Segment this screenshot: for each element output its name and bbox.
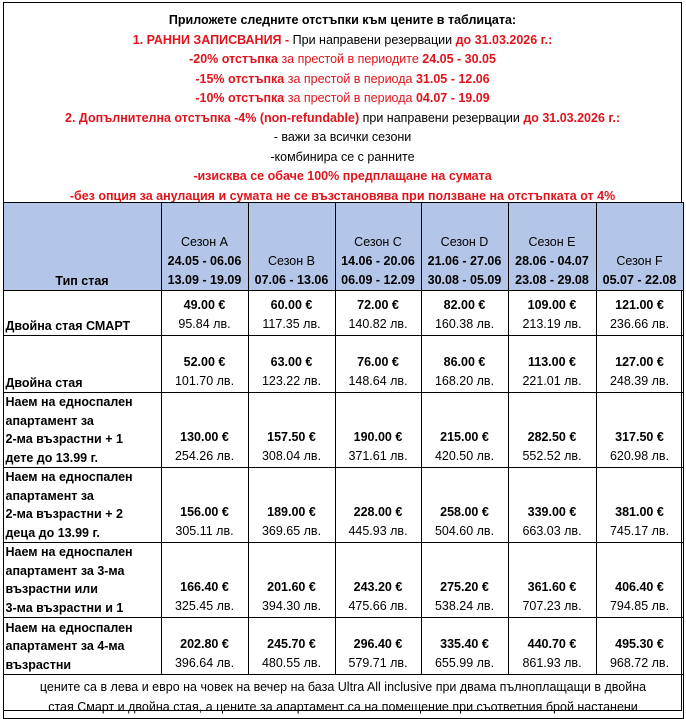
room-type-cell: Наем на едноспален апартамент за 4-ма възрастни bbox=[3, 618, 161, 675]
season-header: Сезон E 28.06 - 04.07 23.08 - 29.08 bbox=[508, 203, 596, 291]
price-eur: 60.00 € bbox=[270, 298, 313, 312]
price-eur: 201.60 € bbox=[267, 580, 316, 594]
price-eur: 63.00 € bbox=[270, 355, 313, 369]
extra-discount-deadline: до 31.03.2026 г.: bbox=[523, 110, 620, 125]
condition-line: - важи за всички сезони bbox=[273, 130, 412, 144]
footer-note: цените са в лева и евро на човек на вечер на база Ultra All inclusive при двама пълноплащащи в двойна стая Смарт и двойна стая, а цените за апартамент са на помещение при съответния брой настанени bbox=[3, 675, 683, 719]
price-bgn: 148.64 лв. bbox=[348, 374, 408, 388]
price-cell bbox=[508, 618, 596, 675]
price-bgn: 745.17 лв. bbox=[609, 524, 670, 538]
price-bgn: 579.71 лв. bbox=[348, 656, 408, 670]
price-eur: 82.00 € bbox=[443, 298, 486, 312]
price-eur: 190.00 € bbox=[353, 430, 403, 444]
price-bgn: 371.61 лв. bbox=[348, 449, 408, 463]
price-eur: 228.00 € bbox=[353, 505, 403, 519]
price-eur: 113.00 € bbox=[528, 355, 576, 369]
price-cell bbox=[161, 618, 248, 675]
price-cell bbox=[248, 618, 335, 675]
price-eur: 339.00 € bbox=[527, 505, 577, 519]
price-eur: 282.50 € bbox=[527, 430, 577, 444]
table-row bbox=[3, 291, 683, 336]
price-bgn: 420.50 лв. bbox=[434, 449, 495, 463]
price-bgn: 140.82 лв. bbox=[348, 317, 408, 331]
extra-discount-line: 2. Допълнителна отстъпка -4% (non-refundable) при направени резервации до 31.03.2026 г.: bbox=[65, 110, 620, 125]
price-cell bbox=[421, 336, 508, 393]
price-cell bbox=[508, 291, 596, 336]
header-row bbox=[3, 203, 683, 291]
price-eur: 406.40 € bbox=[615, 580, 664, 594]
table-row bbox=[3, 393, 683, 468]
price-eur: 361.60 € bbox=[527, 580, 577, 594]
price-cell bbox=[508, 393, 596, 468]
discount-notes bbox=[4, 3, 681, 203]
price-bgn: 369.65 лв. bbox=[261, 524, 322, 538]
price-eur: 245.70 € bbox=[267, 637, 316, 651]
price-bgn: 655.99 лв. bbox=[434, 656, 495, 670]
price-bgn: 221.01 лв. bbox=[522, 374, 582, 388]
table-row bbox=[3, 336, 683, 393]
price-bgn: 707.23 лв. bbox=[522, 599, 582, 613]
price-eur: 49.00 € bbox=[183, 298, 226, 312]
price-bgn: 248.39 лв. bbox=[609, 374, 670, 388]
price-cell bbox=[248, 291, 335, 336]
price-cell bbox=[421, 468, 508, 543]
price-eur: 296.40 € bbox=[353, 637, 403, 651]
price-bgn: 480.55 лв. bbox=[261, 656, 322, 670]
price-bgn: 794.85 лв. bbox=[609, 599, 670, 613]
price-cell bbox=[508, 543, 596, 618]
price-eur: 440.70 € bbox=[527, 637, 577, 651]
price-bgn: 305.11 лв. bbox=[175, 524, 234, 538]
room-type-cell: Двойна стая bbox=[3, 336, 161, 393]
price-cell bbox=[248, 468, 335, 543]
price-eur: 127.00 € bbox=[615, 355, 664, 369]
price-cell bbox=[421, 393, 508, 468]
price-cell bbox=[596, 336, 683, 393]
room-type-header: Тип стая bbox=[3, 203, 161, 291]
price-cell bbox=[421, 291, 508, 336]
discount-line: -15% отстъпка за престой в периода 31.05 - 12.06 bbox=[195, 71, 490, 86]
price-eur: 157.50 € bbox=[267, 430, 316, 444]
price-bgn: 213.19 лв. bbox=[522, 317, 582, 331]
price-eur: 86.00 € bbox=[443, 355, 486, 369]
price-cell bbox=[161, 336, 248, 393]
price-cell bbox=[248, 543, 335, 618]
price-eur: 381.00 € bbox=[615, 505, 664, 519]
price-cell bbox=[508, 336, 596, 393]
price-eur: 202.80 € bbox=[180, 637, 229, 651]
price-bgn: 861.93 лв. bbox=[522, 656, 582, 670]
table-row bbox=[3, 468, 683, 543]
price-bgn: 101.70 лв. bbox=[174, 374, 235, 388]
price-bgn: 325.45 лв. bbox=[174, 599, 235, 613]
price-cell bbox=[421, 618, 508, 675]
price-cell bbox=[335, 618, 421, 675]
room-type-cell: Двойна стая СМАРТ bbox=[3, 291, 161, 336]
price-eur: 317.50 € bbox=[615, 430, 664, 444]
price-bgn: 504.60 лв. bbox=[434, 524, 495, 538]
room-type-cell: Наем на едноспален апартамент за 2-ма възрастни + 1 дете до 13.99 г. bbox=[3, 393, 161, 468]
price-eur: 189.00 € bbox=[267, 505, 316, 519]
price-cell bbox=[335, 291, 421, 336]
price-bgn: 254.26 лв. bbox=[174, 449, 235, 463]
price-cell bbox=[335, 336, 421, 393]
price-cell bbox=[161, 468, 248, 543]
price-eur: 243.20 € bbox=[353, 580, 403, 594]
price-bgn: 620.98 лв. bbox=[609, 449, 670, 463]
price-eur: 156.00 € bbox=[180, 505, 229, 519]
price-cell bbox=[596, 393, 683, 468]
price-eur: 72.00 € bbox=[357, 298, 399, 312]
price-cell bbox=[596, 291, 683, 336]
room-type-cell: Наем на едноспален апартамент за 3-ма възрастни или 3-ма възрастни и 1 bbox=[3, 543, 161, 618]
footer-row bbox=[3, 675, 683, 719]
price-cell bbox=[248, 336, 335, 393]
price-bgn: 475.66 лв. bbox=[348, 599, 408, 613]
price-eur: 52.00 € bbox=[183, 355, 226, 369]
early-booking-label: 1. РАННИ ЗАПИСВАНИЯ - bbox=[132, 32, 290, 47]
price-eur: 109.00 € bbox=[527, 298, 577, 312]
season-header: Сезон F 05.07 - 22.08 bbox=[596, 203, 683, 291]
price-eur: 166.40 € bbox=[180, 580, 229, 594]
price-bgn: 968.72 лв. bbox=[609, 656, 670, 670]
season-header: Сезон D 21.06 - 27.06 30.08 - 05.09 bbox=[421, 203, 508, 291]
price-eur: 130.00 € bbox=[180, 430, 229, 444]
season-header: Сезон B 07.06 - 13.06 bbox=[248, 203, 335, 291]
price-eur: 495.30 € bbox=[615, 637, 664, 651]
table-row bbox=[3, 618, 683, 675]
price-cell bbox=[596, 618, 683, 675]
price-bgn: 396.64 лв. bbox=[174, 656, 235, 670]
warning-line: -без опция за анулация и сумата не се възстановява при ползване на отстъпката от 4% bbox=[69, 188, 616, 203]
table-row bbox=[3, 543, 683, 618]
discount-line: -10% отстъпка за престой в периода 04.07 - 19.09 bbox=[195, 91, 490, 105]
price-bgn: 160.38 лв. bbox=[434, 317, 495, 331]
price-eur: 258.00 € bbox=[440, 505, 489, 519]
price-cell bbox=[248, 393, 335, 468]
room-type-cell: Наем на едноспален апартамент за 2-ма възрастни + 2 деца до 13.99 г. bbox=[3, 468, 161, 543]
price-cell bbox=[596, 468, 683, 543]
early-booking-deadline: до 31.03.2026 г.: bbox=[455, 32, 553, 47]
season-header: Сезон A 24.05 - 06.06 13.09 - 19.09 bbox=[161, 203, 248, 291]
price-bgn: 552.52 лв. bbox=[522, 449, 582, 463]
discount-line: -20% отстъпка за престой в периодите 24.05 - 30.05 bbox=[189, 52, 496, 66]
price-cell bbox=[335, 543, 421, 618]
price-cell bbox=[335, 393, 421, 468]
price-cell bbox=[161, 291, 248, 336]
price-bgn: 308.04 лв. bbox=[261, 449, 322, 463]
price-eur: 76.00 € bbox=[357, 355, 399, 369]
notes-title: Приложете следните отстъпки към цените в таблицата: bbox=[168, 13, 517, 27]
price-bgn: 236.66 лв. bbox=[609, 317, 670, 331]
price-cell bbox=[596, 543, 683, 618]
price-bgn: 168.20 лв. bbox=[434, 374, 495, 388]
season-header: Сезон C 14.06 - 20.06 06.09 - 12.09 bbox=[335, 203, 421, 291]
extra-discount-label: 2. Допълнителна отстъпка -4% (non-refundable) bbox=[65, 110, 360, 125]
price-cell bbox=[421, 543, 508, 618]
price-cell bbox=[335, 468, 421, 543]
early-booking-line: 1. РАННИ ЗАПИСВАНИЯ - При направени резервации до 31.03.2026 г.: bbox=[132, 32, 553, 47]
price-bgn: 95.84 лв. bbox=[178, 317, 231, 331]
price-eur: 215.00 € bbox=[440, 430, 489, 444]
price-bgn: 445.93 лв. bbox=[348, 524, 408, 538]
price-table bbox=[3, 202, 684, 719]
price-eur: 335.40 € bbox=[440, 637, 489, 651]
condition-line: -комбинира се с ранните bbox=[270, 149, 415, 164]
price-bgn: 663.03 лв. bbox=[522, 524, 582, 538]
price-cell bbox=[161, 543, 248, 618]
price-cell bbox=[161, 393, 248, 468]
price-bgn: 538.24 лв. bbox=[434, 599, 495, 613]
price-sheet bbox=[3, 2, 682, 714]
price-bgn: 117.35 лв. bbox=[262, 317, 321, 331]
price-bgn: 123.22 лв. bbox=[261, 374, 322, 388]
warning-line: -изисква се обаче 100% предплащане на сумата bbox=[193, 169, 492, 183]
price-eur: 121.00 € bbox=[615, 298, 664, 312]
price-eur: 275.20 € bbox=[440, 580, 489, 594]
price-cell bbox=[508, 468, 596, 543]
price-bgn: 394.30 лв. bbox=[261, 599, 322, 613]
